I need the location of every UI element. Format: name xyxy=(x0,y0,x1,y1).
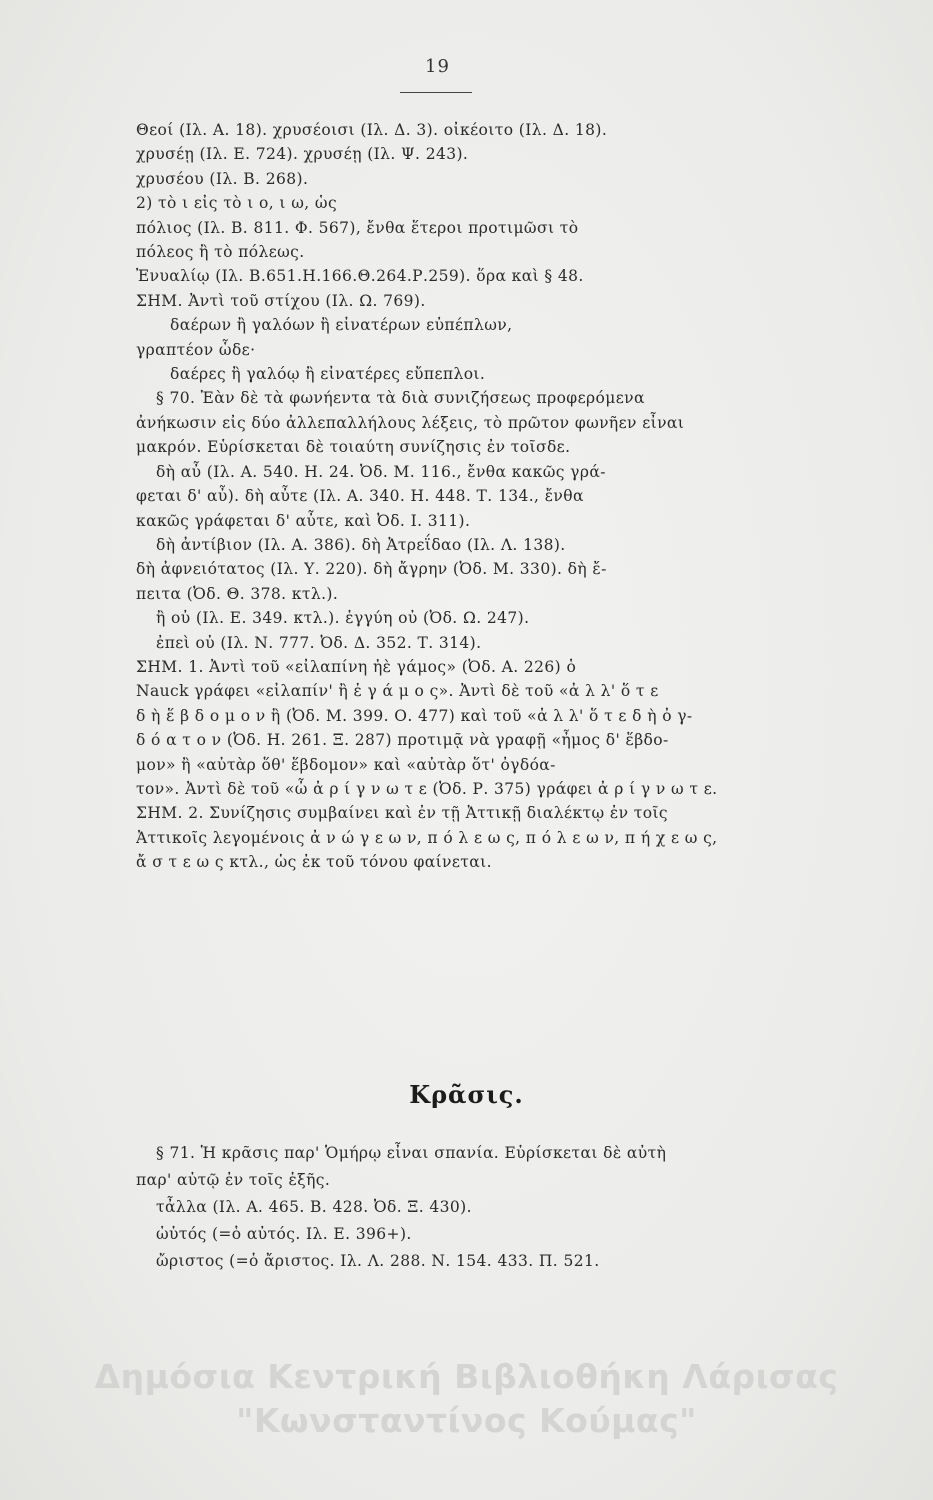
text-line: κακῶς γράφεται δ' αὖτε, καὶ Ὀδ. Ι. 311). xyxy=(136,511,471,530)
watermark-line: "Κωνσταντίνος Κούμας" xyxy=(236,1401,697,1440)
text-line: ἢ οὐ (Ιλ. Ε. 349. κτλ.). ἐγγύη οὐ (Ὀδ. Ω. 247). xyxy=(156,609,530,628)
text-line: Nauck γράφει «εἰλαπίν' ἢ ἐ γ ά μ ο ς». Ἀντὶ δὲ τοῦ «ἀ λ λ' ὅ τ ε xyxy=(136,682,659,701)
text-line: 2) τὸ ι εἰς τὸ ι ο, ι ω, ὡς xyxy=(136,194,338,213)
text-line: δ ὴ ἕ β δ ο μ ο ν ἢ (Ὀδ. Μ. 399. Ο. 477) καὶ τοῦ «ἀ λ λ' ὅ τ ε δ ὴ ὀ γ- xyxy=(136,706,693,725)
text-line: τον». Ἀντὶ δὲ τοῦ «ὦ ἀ ρ ί γ ν ω τ ε (Ὀδ. Ρ. 375) γράφει ἀ ρ ί γ ν ω τ ε. xyxy=(136,779,718,798)
text-line: Θεοί (Ιλ. Α. 18). χρυσέοισι (Ιλ. Δ. 3). οἰκέοιτο (Ιλ. Δ. 18). xyxy=(136,121,608,139)
library-watermark xyxy=(0,1355,933,1443)
text-line: δὴ αὖ (Ιλ. Α. 540. Η. 24. Ὀδ. Μ. 116., ἔνθα κακῶς γρά- xyxy=(156,462,606,481)
text-line: Ἐνυαλίῳ (Ιλ. Β.651.Η.166.Θ.264.Ρ.259). ὅρα καὶ § 48. xyxy=(136,267,584,286)
text-line: φεται δ' αὖ). δὴ αὖτε (Ιλ. Α. 340. Η. 448. Τ. 134., ἔνθα xyxy=(136,487,584,506)
text-line: τἆλλα (Ιλ. Α. 465. Β. 428. Ὀδ. Ξ. 430). xyxy=(156,1198,472,1216)
text-line: δαέρων ἢ γαλόων ἢ εἰνατέρων εὐπέπλων, xyxy=(170,316,513,335)
second-text-block xyxy=(136,1140,796,1275)
text-line: § 70. Ἐὰν δὲ τὰ φωνήεντα τὰ διὰ συνιζήσεως προφερόμενα xyxy=(156,389,645,408)
text-line: μον» ἢ «αὐτὰρ ὅθ' ἕβδομον» καὶ «αὐτὰρ ὅτ' ὀγδόα- xyxy=(136,755,556,774)
text-line: πόλεος ἢ τὸ πόλεως. xyxy=(136,243,305,262)
text-line: πειτα (Ὀδ. Θ. 378. κτλ.). xyxy=(136,584,339,603)
main-text-block xyxy=(136,118,796,875)
page-number: 19 xyxy=(425,56,450,77)
text-line: παρ' αὐτῷ ἐν τοῖς ἑξῆς. xyxy=(136,1171,331,1189)
text-line: γραπτέον ὧδε· xyxy=(136,340,256,359)
text-line: μακρόν. Εὑρίσκεται δὲ τοιαύτη συνίζησις ἐν τοῖσδε. xyxy=(136,438,571,457)
text-line: § 71. Ἡ κρᾶσις παρ' Ὁμήρῳ εἶναι σπανία. Εὑρίσκεται δὲ αὐτὴ xyxy=(156,1144,667,1162)
text-line: ἄ σ τ ε ω ς κτλ., ὡς ἐκ τοῦ τόνου φαίνεται. xyxy=(136,853,492,872)
text-line: δαέρες ἢ γαλόῳ ἢ εἰνατέρες εὔπεπλοι. xyxy=(170,365,486,384)
text-line: ὡὐτός (=ὁ αὐτός. Ιλ. Ε. 396+). xyxy=(156,1225,412,1243)
text-line: χρυσέῃ (Ιλ. Ε. 724). χρυσέῃ (Ιλ. Ψ. 243). xyxy=(136,145,469,164)
text-line: χρυσέου (Ιλ. Β. 268). xyxy=(136,169,309,188)
section-heading: Κρᾶσις. xyxy=(409,1080,524,1109)
text-line: ΣΗΜ. 2. Συνίζησις συμβαίνει καὶ ἐν τῇ Ἀττικῇ διαλέκτῳ ἐν τοῖς xyxy=(136,804,669,823)
text-line: Ἀττικοῖς λεγομένοις ἀ ν ώ γ ε ω ν, π ό λ ε ω ς, π ό λ ε ω ν, π ή χ ε ω ς, xyxy=(136,828,718,847)
text-line: ἀνήκωσιν εἰς δύο ἀλλεπαλλήλους λέξεις, τὸ πρῶτον φωνῆεν εἶναι xyxy=(136,413,685,432)
watermark-line: Δημόσια Κεντρική Βιβλιοθήκη Λάρισας xyxy=(94,1357,839,1396)
header-rule xyxy=(400,92,472,93)
text-line: δ ό α τ ο ν (Ὀδ. Η. 261. Ξ. 287) προτιμᾷ νὰ γραφῇ «ἦμος δ' ἕβδο- xyxy=(136,731,669,750)
text-line: δὴ ἀντίβιον (Ιλ. Α. 386). δὴ Ἀτρεΐδαο (Ιλ. Λ. 138). xyxy=(156,535,566,554)
text-line: ΣΗΜ. 1. Ἀντὶ τοῦ «εἰλαπίνη ἠὲ γάμος» (Ὀδ. Α. 226) ὁ xyxy=(136,657,577,676)
text-line: δὴ ἀφνειότατος (Ιλ. Υ. 220). δὴ ἄγρην (Ὀδ. Μ. 330). δὴ ἔ- xyxy=(136,560,607,579)
text-line: ὤριστος (=ὁ ἄριστος. Ιλ. Λ. 288. Ν. 154. 433. Π. 521. xyxy=(156,1252,600,1270)
text-line: ἐπεὶ οὐ (Ιλ. Ν. 777. Ὀδ. Δ. 352. Τ. 314). xyxy=(156,633,482,652)
text-line: ΣΗΜ. Ἀντὶ τοῦ στίχου (Ιλ. Ω. 769). xyxy=(136,291,426,310)
text-line: πόλιος (Ιλ. Β. 811. Φ. 567), ἔνθα ἕτεροι προτιμῶσι τὸ xyxy=(136,218,579,237)
